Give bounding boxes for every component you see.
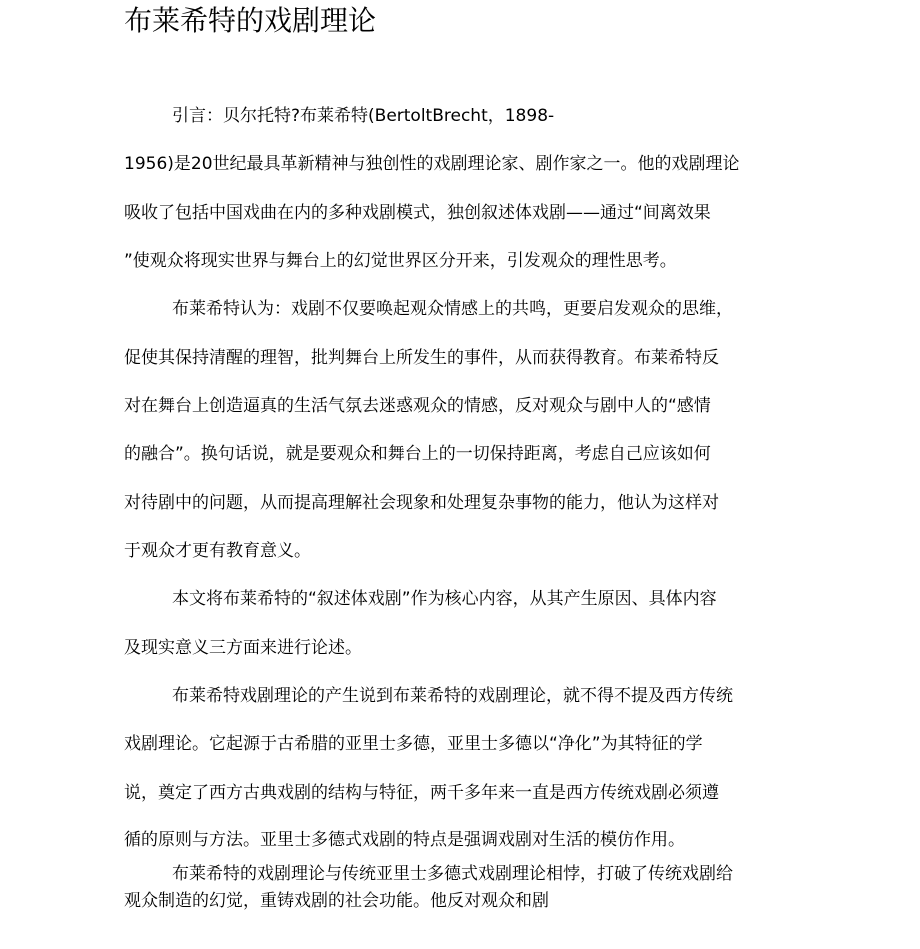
paragraph-line: 引言：贝尔托特?布莱希特(BertoltBrecht，1898- bbox=[172, 106, 555, 126]
document-title: 布莱希特的戏剧理论 bbox=[124, 4, 377, 37]
paragraph-line: 对在舞台上创造逼真的生活气氛去迷惑观众的情感，反对观众与剧中人的“感情 bbox=[124, 396, 711, 416]
paragraph-line: 布莱希特认为：戏剧不仅要唤起观众情感上的共鸣，更要启发观众的思维， bbox=[172, 299, 733, 319]
paragraph-line: 促使其保持清醒的理智，批判舞台上所发生的事件，从而获得教育。布莱希特反 bbox=[124, 348, 719, 368]
paragraph-line: 本文将布莱希特的“叙述体戏剧”作为核心内容，从其产生原因、具体内容 bbox=[172, 589, 717, 609]
paragraph-line: 1956)是20世纪最具革新精神与独创性的戏剧理论家、剧作家之一。他的戏剧理论 bbox=[124, 154, 740, 174]
paragraph-line: 说，奠定了西方古典戏剧的结构与特征，两千多年来一直是西方传统戏剧必须遵 bbox=[124, 783, 719, 803]
paragraph-line: 吸收了包括中国戏曲在内的多种戏剧模式，独创叙述体戏剧——通过“间离效果 bbox=[124, 203, 711, 223]
paragraph-line: 对待剧中的问题，从而提高理解社会现象和处理复杂事物的能力，他认为这样对 bbox=[124, 493, 719, 513]
paragraph-line: 的融合”。换句话说，就是要观众和舞台上的一切保持距离，考虑自己应该如何 bbox=[124, 444, 711, 464]
paragraph-line: ”使观众将现实世界与舞台上的幻觉世界区分开来，引发观众的理性思考。 bbox=[124, 251, 677, 271]
paragraph-line: 于观众才更有教育意义。 bbox=[124, 541, 311, 561]
paragraph-line: 布莱希特戏剧理论的产生说到布莱希特的戏剧理论，就不得不提及西方传统 bbox=[172, 686, 733, 706]
paragraph-line: 及现实意义三方面来进行论述。 bbox=[124, 638, 362, 658]
paragraph-line: 观众制造的幻觉，重铸戏剧的社会功能。他反对观众和剧 bbox=[124, 891, 549, 911]
paragraph-line: 戏剧理论。它起源于古希腊的亚里士多德，亚里士多德以“净化”为其特征的学 bbox=[124, 734, 703, 754]
paragraph-line: 循的原则与方法。亚里士多德式戏剧的特点是强调戏剧对生活的模仿作用。 bbox=[124, 830, 685, 850]
paragraph-line: 布莱希特的戏剧理论与传统亚里士多德式戏剧理论相悖，打破了传统戏剧给 bbox=[172, 864, 733, 884]
